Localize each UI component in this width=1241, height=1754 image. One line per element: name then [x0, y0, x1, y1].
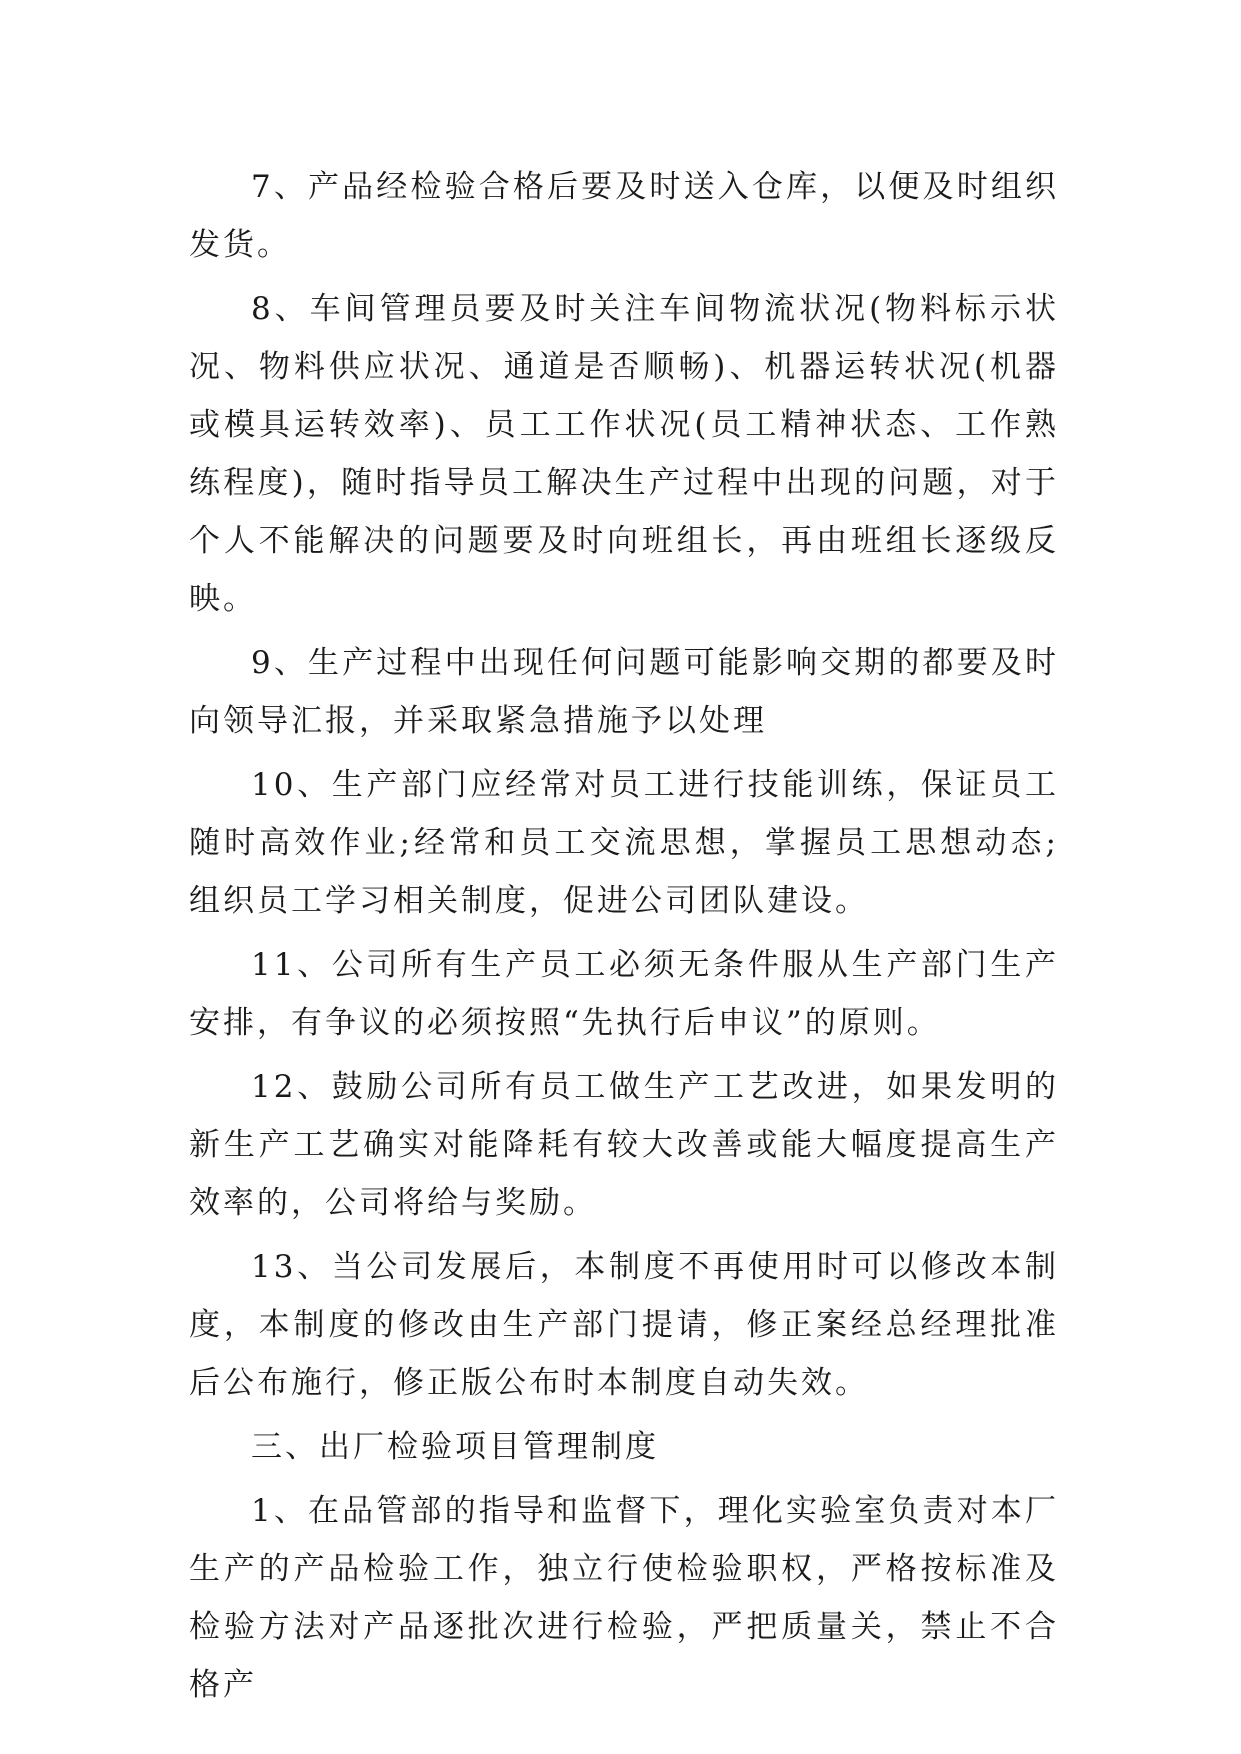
paragraph-item-7: 7、产品经检验合格后要及时送入仓库，以便及时组织发货。 — [189, 169, 1059, 263]
paragraph-item-11: 11、公司所有生产员工必须无条件服从生产部门生产安排，有争议的必须按照“先执行后申议”的原则。 — [189, 947, 1059, 1041]
paragraph-item-12: 12、鼓励公司所有员工做生产工艺改进，如果发明的新生产工艺确实对能降耗有较大改善或能大幅度提高生产效率的，公司将给与奖励。 — [189, 1069, 1059, 1221]
paragraph-item-10: 10、生产部门应经常对员工进行技能训练，保证员工随时高效作业;经常和员工交流思想，掌握员工思想动态;组织员工学习相关制度，促进公司团队建设。 — [189, 767, 1059, 919]
section-heading: 三、出厂检验项目管理制度 — [251, 1429, 659, 1465]
paragraph-item-13: 13、当公司发展后，本制度不再使用时可以修改本制度，本制度的修改由生产部门提请，修正案经总经理批准后公布施行，修正版公布时本制度自动失效。 — [189, 1249, 1059, 1401]
paragraph-item-1: 1、在品管部的指导和监督下，理化实验室负责对本厂生产的产品检验工作，独立行使检验职权，严格按标准及检验方法对产品逐批次进行检验，严把质量关，禁止不合格产 — [189, 1493, 1059, 1703]
paragraph-item-9: 9、生产过程中出现任何问题可能影响交期的都要及时向领导汇报，并采取紧急措施予以处理 — [189, 645, 1059, 739]
document-body — [189, 158, 1059, 1720]
paragraph-item-8: 8、车间管理员要及时关注车间物流状况(物料标示状况、物料供应状况、通道是否顺畅)、机器运转状况(机器或模具运转效率)、员工工作状况(员工精神状态、工作熟练程度)，随时指导员工解决生产过程中出现的问题，对于个人不能解决的问题要及时向班组长，再由班组长逐级反映。 — [189, 291, 1059, 617]
